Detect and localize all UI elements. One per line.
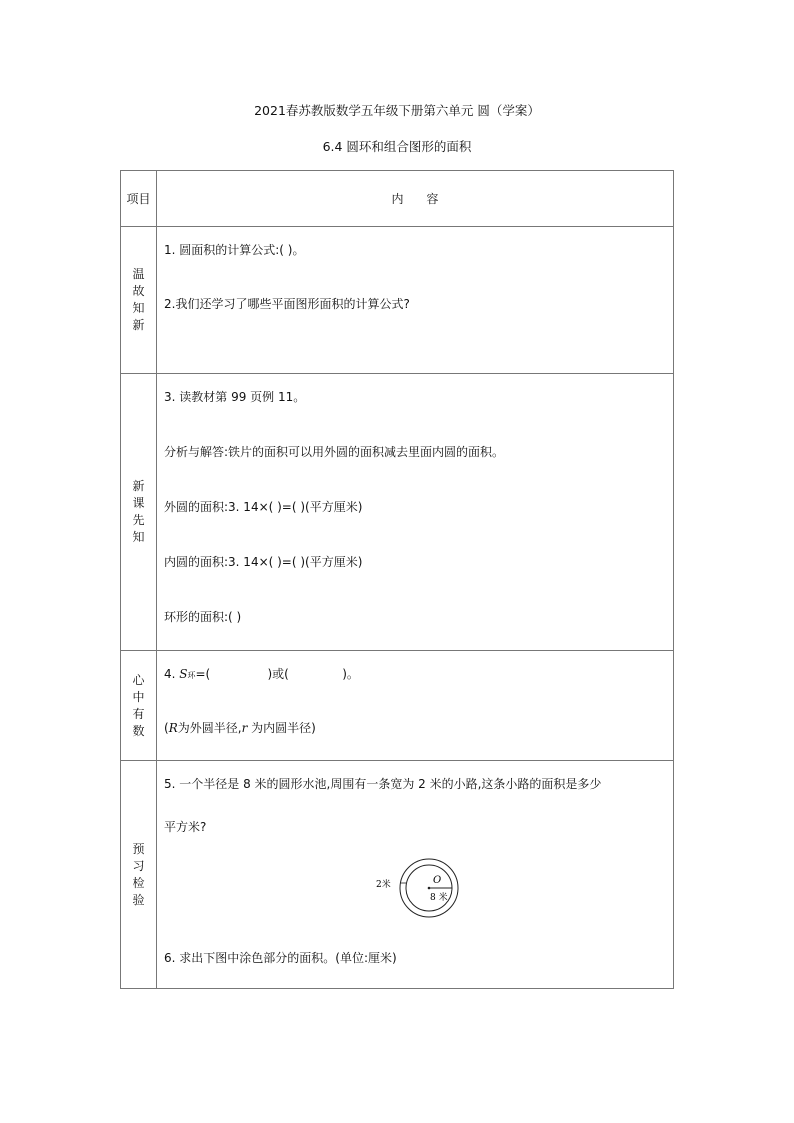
page-subtitle: 6.4 圆环和组合图形的面积	[322, 139, 472, 154]
section-label: 新课先知	[132, 479, 145, 544]
section-label: 温故知新	[132, 267, 145, 332]
inner-radius-symbol: r	[241, 721, 248, 735]
header-content-cell	[157, 171, 674, 227]
ring-area-line: 环形的面积:( )	[164, 610, 242, 624]
section-content-cell	[157, 374, 674, 651]
section-review-row	[121, 227, 674, 374]
ring-area-symbol: S	[179, 667, 188, 681]
outer-radius-symbol: R	[168, 721, 178, 735]
page-title: 2021春苏教版数学五年级下册第六单元 圆（学案）	[254, 103, 540, 118]
q4-blanks: =( )或( )。	[195, 667, 359, 681]
center-dot	[428, 887, 431, 890]
header-content-label: 内 容	[391, 192, 439, 206]
note-open: (	[164, 721, 169, 735]
question-5: 5. 一个半径是 8 米的圆形水池,周围有一条宽为 2 米的小路,这条小路的面积是多少	[164, 777, 602, 791]
question-5-cont: 平方米?	[164, 820, 207, 834]
ring-path-figure	[375, 858, 475, 920]
question-4	[164, 665, 359, 682]
table-header-row	[121, 171, 674, 227]
center-label: O	[433, 875, 442, 886]
ring-area-subscript: 环	[187, 671, 196, 680]
section-label: 心中有数	[132, 672, 145, 738]
question-2: 2.我们还学习了哪些平面图形面积的计算公式?	[164, 297, 410, 311]
section-preview-row	[121, 374, 674, 651]
note-end: 为内圆半径)	[247, 721, 316, 735]
path-width-label: 2米	[376, 880, 391, 890]
question-3: 3. 读教材第 99 页例 11。	[164, 390, 306, 404]
section-content-cell	[157, 651, 674, 761]
section-label-cell	[121, 651, 157, 761]
outer-area-line: 外圆的面积:3. 14×( )=( )(平方厘米)	[164, 500, 363, 514]
radius-label: 8 米	[430, 893, 448, 903]
section-label-cell	[121, 761, 157, 989]
section-summary-row	[121, 651, 674, 761]
section-label: 预习检验	[132, 841, 145, 907]
section-label-cell	[121, 227, 157, 374]
section-label-cell	[121, 374, 157, 651]
worksheet-table	[120, 170, 674, 989]
question-6: 6. 求出下图中涂色部分的面积。(单位:厘米)	[164, 951, 397, 965]
q4-number: 4.	[164, 667, 180, 681]
section-content-cell	[157, 761, 674, 989]
inner-area-line: 内圆的面积:3. 14×( )=( )(平方厘米)	[164, 555, 363, 569]
section-check-row	[121, 761, 674, 989]
radius-note	[164, 719, 316, 736]
question-1: 1. 圆面积的计算公式:( )。	[164, 243, 305, 257]
section-content-cell	[157, 227, 674, 374]
note-mid: 为外圆半径,	[177, 721, 242, 735]
analysis-text: 分析与解答:铁片的面积可以用外圆的面积减去里面内圆的面积。	[164, 445, 505, 459]
header-item-cell: 项目	[121, 171, 157, 227]
